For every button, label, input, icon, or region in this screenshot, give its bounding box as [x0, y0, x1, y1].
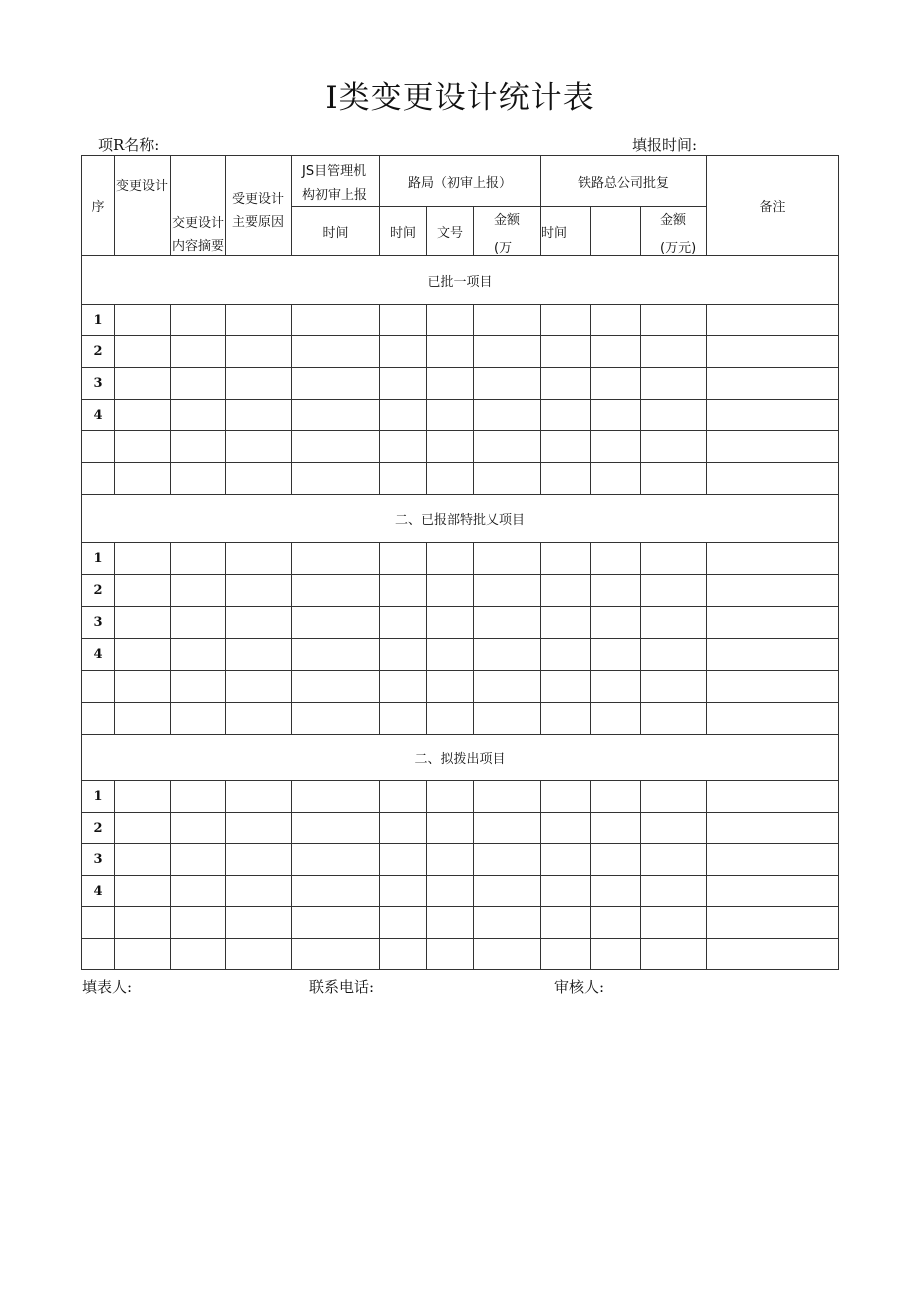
table-cell [226, 876, 292, 907]
table-cell [591, 639, 641, 671]
table-cell [707, 907, 839, 939]
table-cell [541, 639, 591, 671]
table-cell [591, 305, 641, 336]
table-cell [427, 336, 474, 368]
filler-label: 填表人: [82, 978, 133, 996]
table-cell [380, 431, 427, 463]
table-cell [641, 639, 707, 671]
table-cell [171, 939, 226, 970]
table-cell [641, 907, 707, 939]
table-cell [292, 575, 380, 607]
table-cell [115, 607, 171, 639]
table-cell [474, 463, 541, 495]
header-change-content-line2: 内容摘要 [172, 239, 225, 254]
table-cell [427, 368, 474, 400]
table-cell [427, 400, 474, 431]
table-cell [591, 368, 641, 400]
table-cell [591, 844, 641, 876]
table-cell [380, 543, 427, 575]
table-row [82, 368, 839, 400]
table-cell [474, 781, 541, 813]
table-cell [115, 907, 171, 939]
table-cell [115, 305, 171, 336]
header-js-time: 时间 [292, 207, 380, 256]
row-number: 2 [82, 575, 115, 607]
table-cell [226, 543, 292, 575]
header-railway-time-label: 时间 [541, 226, 568, 241]
table-cell [541, 607, 591, 639]
table-cell [591, 575, 641, 607]
section-row [82, 495, 839, 543]
table-cell [641, 703, 707, 735]
row-number [82, 431, 115, 463]
table-cell [292, 305, 380, 336]
table-cell [380, 639, 427, 671]
row-number: 2 [82, 336, 115, 368]
header-bureau-amount-line2: (万 [494, 241, 513, 256]
table-cell [591, 671, 641, 703]
table-cell [541, 939, 591, 970]
table-row [82, 463, 839, 495]
table-cell [474, 336, 541, 368]
table-row [82, 431, 839, 463]
table-cell [380, 939, 427, 970]
header-change-content-line1: 交更设计 [172, 216, 225, 231]
table-cell [380, 368, 427, 400]
row-number: 4 [82, 639, 115, 671]
header-seq: 序 [82, 156, 115, 256]
table-cell [591, 607, 641, 639]
table-cell [641, 368, 707, 400]
table-cell [641, 939, 707, 970]
table-cell [427, 575, 474, 607]
page-title: I类变更设计统计表 [325, 80, 595, 116]
table-cell [541, 305, 591, 336]
table-cell [171, 607, 226, 639]
table-cell [591, 939, 641, 970]
table-cell [591, 463, 641, 495]
table-cell [541, 575, 591, 607]
table-cell [115, 813, 171, 844]
table-cell [226, 336, 292, 368]
table-cell [474, 876, 541, 907]
table-row [82, 939, 839, 970]
table-cell [541, 813, 591, 844]
header-js [292, 156, 380, 207]
table-cell [292, 907, 380, 939]
table-cell [380, 907, 427, 939]
table-cell [380, 876, 427, 907]
table-cell [171, 463, 226, 495]
table-cell [474, 703, 541, 735]
table-cell [707, 368, 839, 400]
table-row [82, 575, 839, 607]
table-cell [226, 463, 292, 495]
header-railway-amount-line2: (万元) [660, 241, 697, 256]
table-cell [427, 671, 474, 703]
table-cell [115, 671, 171, 703]
table-cell [591, 400, 641, 431]
table-cell [115, 431, 171, 463]
row-number: 2 [82, 813, 115, 844]
header-change-design-label: 变更设计 [116, 179, 169, 194]
table-cell [292, 368, 380, 400]
row-number [82, 671, 115, 703]
table-cell [171, 575, 226, 607]
table-cell [292, 639, 380, 671]
table-cell [226, 400, 292, 431]
table-cell [427, 703, 474, 735]
table-cell [427, 813, 474, 844]
table-cell [541, 781, 591, 813]
header-bureau-time: 时间 [380, 207, 427, 256]
table-cell [380, 336, 427, 368]
table-cell [427, 431, 474, 463]
table-cell [380, 575, 427, 607]
table-cell [292, 844, 380, 876]
table-cell [641, 813, 707, 844]
table-cell [707, 336, 839, 368]
reviewer-label: 审核人: [554, 978, 605, 996]
table-row [82, 781, 839, 813]
table-cell [591, 876, 641, 907]
table-cell [380, 813, 427, 844]
row-number: 3 [82, 368, 115, 400]
table-row [82, 400, 839, 431]
table-cell [541, 543, 591, 575]
table-cell [707, 703, 839, 735]
table-cell [541, 368, 591, 400]
row-number: 1 [82, 781, 115, 813]
table-cell [707, 671, 839, 703]
header-bureau-doc: 文号 [427, 207, 474, 256]
table-cell [171, 671, 226, 703]
table-cell [641, 575, 707, 607]
table-cell [380, 305, 427, 336]
table-cell [226, 671, 292, 703]
table-cell [427, 844, 474, 876]
row-number: 4 [82, 876, 115, 907]
table-cell [171, 336, 226, 368]
table-cell [171, 543, 226, 575]
table-cell [292, 671, 380, 703]
table-cell [427, 463, 474, 495]
header-bureau: 路局（初审上报） [380, 156, 541, 207]
table-cell [591, 543, 641, 575]
table-cell [707, 575, 839, 607]
table-cell [474, 813, 541, 844]
table-cell [171, 400, 226, 431]
table-cell [474, 939, 541, 970]
header-railway: 铁路总公司批复 [541, 156, 707, 207]
project-name-label: 项R名称: [98, 136, 160, 154]
table-cell [427, 543, 474, 575]
table-cell [707, 543, 839, 575]
table-cell [641, 400, 707, 431]
table-cell [427, 907, 474, 939]
table-cell [427, 781, 474, 813]
table-cell [292, 813, 380, 844]
header-reason-line1: 受更设计 [232, 192, 285, 207]
header-change-design [115, 156, 171, 256]
table-cell [707, 813, 839, 844]
table-cell [115, 400, 171, 431]
row-number: 3 [82, 607, 115, 639]
table-cell [541, 400, 591, 431]
section-row [82, 256, 839, 305]
table-row [82, 907, 839, 939]
table-cell [474, 671, 541, 703]
section-title: 已批一项目 [82, 256, 839, 305]
table-row [82, 671, 839, 703]
table-cell [474, 543, 541, 575]
table-cell [474, 907, 541, 939]
table-cell [171, 876, 226, 907]
table-cell [380, 671, 427, 703]
table-cell [591, 781, 641, 813]
header-js-line1: JS目管理机 [302, 164, 367, 179]
fill-time-label: 填报时间: [632, 136, 698, 154]
table-cell [641, 431, 707, 463]
section-title: 二、已报部特批乂项目 [82, 495, 839, 543]
table-cell [226, 305, 292, 336]
header-reason [226, 156, 292, 256]
table-cell [115, 844, 171, 876]
table-cell [171, 781, 226, 813]
table-cell [292, 607, 380, 639]
row-number: 1 [82, 543, 115, 575]
table-cell [427, 305, 474, 336]
table-cell [226, 431, 292, 463]
header-reason-line2: 主要原因 [232, 215, 285, 230]
table-cell [707, 463, 839, 495]
table-cell [115, 876, 171, 907]
table-cell [171, 305, 226, 336]
table-cell [591, 813, 641, 844]
table-cell [474, 607, 541, 639]
table-cell [541, 907, 591, 939]
table-cell [226, 639, 292, 671]
table-cell [380, 703, 427, 735]
table-cell [474, 368, 541, 400]
table-cell [641, 607, 707, 639]
statistics-table [81, 155, 839, 970]
table-cell [115, 639, 171, 671]
table-cell [292, 939, 380, 970]
section-row [82, 735, 839, 781]
table-cell [541, 671, 591, 703]
table-cell [641, 844, 707, 876]
table-cell [707, 939, 839, 970]
table-cell [115, 939, 171, 970]
row-number: 4 [82, 400, 115, 431]
table-cell [641, 543, 707, 575]
header-bureau-amount [474, 207, 541, 256]
table-cell [541, 431, 591, 463]
table-cell [171, 844, 226, 876]
table-cell [541, 876, 591, 907]
table-cell [474, 639, 541, 671]
table-cell [226, 781, 292, 813]
table-row [82, 876, 839, 907]
table-cell [591, 907, 641, 939]
table-cell [541, 336, 591, 368]
table-cell [707, 400, 839, 431]
table-cell [541, 844, 591, 876]
table-cell [541, 463, 591, 495]
table-cell [707, 639, 839, 671]
table-cell [292, 543, 380, 575]
table-row [82, 336, 839, 368]
table-cell [474, 575, 541, 607]
table-cell [292, 703, 380, 735]
table-cell [226, 907, 292, 939]
table-cell [171, 813, 226, 844]
table-cell [226, 607, 292, 639]
table-cell [541, 703, 591, 735]
table-cell [427, 876, 474, 907]
table-cell [641, 781, 707, 813]
table-cell [226, 575, 292, 607]
table-cell [226, 939, 292, 970]
table-cell [292, 400, 380, 431]
table-row [82, 813, 839, 844]
table-cell [171, 368, 226, 400]
table-row [82, 305, 839, 336]
table-cell [641, 336, 707, 368]
header-railway-time [541, 207, 591, 256]
table-cell [115, 575, 171, 607]
table-cell [226, 844, 292, 876]
header-js-line2: 构初审上报 [302, 188, 368, 203]
table-cell [591, 431, 641, 463]
row-number [82, 939, 115, 970]
table-cell [115, 368, 171, 400]
header-railway-amount-line1: 金额 [660, 213, 687, 228]
table-cell [474, 400, 541, 431]
table-cell [115, 463, 171, 495]
table-cell [115, 781, 171, 813]
table-cell [474, 431, 541, 463]
table-cell [380, 400, 427, 431]
table-row [82, 639, 839, 671]
table-cell [427, 639, 474, 671]
table-cell [707, 607, 839, 639]
row-number [82, 463, 115, 495]
table-cell [292, 463, 380, 495]
table-cell [380, 607, 427, 639]
table-row [82, 844, 839, 876]
table-cell [707, 781, 839, 813]
table-cell [641, 671, 707, 703]
table-cell [641, 463, 707, 495]
table-cell [380, 463, 427, 495]
table-cell [707, 844, 839, 876]
table-cell [226, 703, 292, 735]
table-cell [226, 368, 292, 400]
phone-label: 联系电话: [309, 978, 375, 996]
table-cell [380, 781, 427, 813]
table-cell [427, 939, 474, 970]
header-change-content [171, 156, 226, 256]
table-cell [115, 543, 171, 575]
row-number [82, 703, 115, 735]
table-cell [707, 431, 839, 463]
table-cell [380, 844, 427, 876]
row-number: 1 [82, 305, 115, 336]
table-cell [707, 876, 839, 907]
table-cell [591, 703, 641, 735]
table-cell [292, 431, 380, 463]
table-cell [171, 639, 226, 671]
header-railway-blank [591, 207, 641, 256]
table-cell [226, 813, 292, 844]
table-cell [171, 907, 226, 939]
table-cell [115, 703, 171, 735]
table-cell [641, 305, 707, 336]
table-cell [591, 336, 641, 368]
table-cell [171, 431, 226, 463]
table-row [82, 607, 839, 639]
table-cell [707, 305, 839, 336]
row-number: 3 [82, 844, 115, 876]
table-cell [474, 844, 541, 876]
table-cell [292, 781, 380, 813]
section-title: 二、拟拨出项目 [82, 735, 839, 781]
header-bureau-amount-line1: 金额 [494, 213, 521, 228]
table-cell [171, 703, 226, 735]
table-cell [641, 876, 707, 907]
table-cell [474, 305, 541, 336]
header-remarks: 备注 [707, 156, 839, 256]
table-row [82, 543, 839, 575]
table-cell [115, 336, 171, 368]
table-cell [292, 876, 380, 907]
row-number [82, 907, 115, 939]
table-cell [292, 336, 380, 368]
table-cell [427, 607, 474, 639]
table-row [82, 703, 839, 735]
header-railway-amount [641, 207, 707, 256]
